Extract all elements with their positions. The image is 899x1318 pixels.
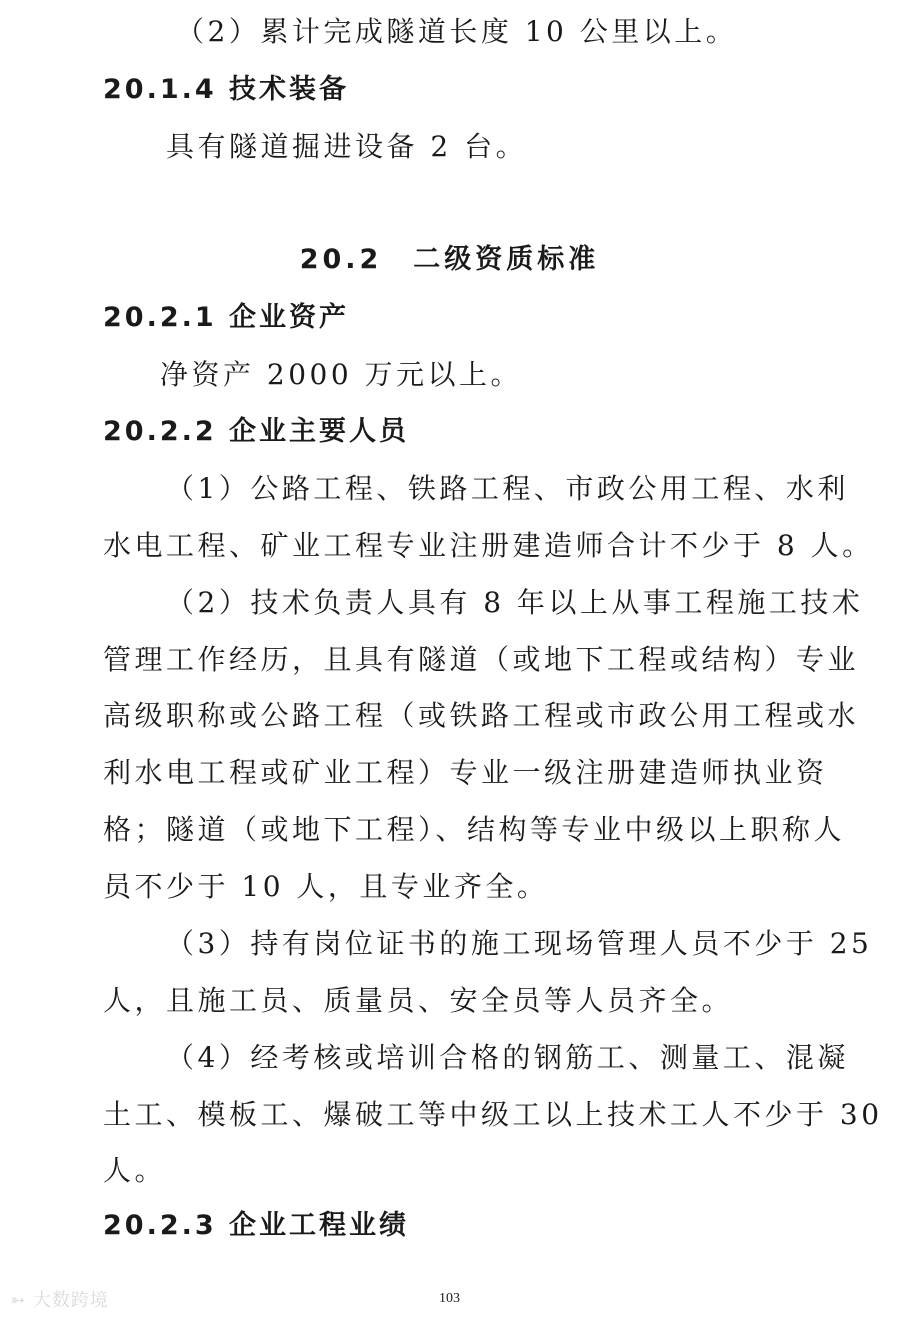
paragraph-line: （2）技术负责人具有 8 年以上从事工程施工技术 bbox=[166, 586, 864, 619]
paragraph-line: 具有隧道掘进设备 2 台。 bbox=[166, 130, 528, 163]
watermark bbox=[10, 1286, 109, 1312]
paragraph-line: 净资产 2000 万元以上。 bbox=[160, 358, 523, 391]
page-number: 103 bbox=[439, 1291, 460, 1306]
paragraph-line: 土工、模板工、爆破工等中级工以上技术工人不少于 30 bbox=[103, 1098, 883, 1131]
paragraph-line: （2）累计完成隧道长度 10 公里以上。 bbox=[176, 15, 738, 48]
section-heading-20-1-4: 20.1.4 技术装备 bbox=[103, 74, 350, 105]
section-heading-20-2-1: 20.2.1 企业资产 bbox=[103, 302, 350, 333]
section-title-20-2: 20.2 二级资质标准 bbox=[299, 244, 600, 275]
paragraph-line: 员不少于 10 人，且专业齐全。 bbox=[103, 870, 549, 903]
paragraph-line: （4）经考核或培训合格的钢筋工、测量工、混凝 bbox=[166, 1041, 849, 1074]
watermark-text: 大数跨境 bbox=[32, 1290, 109, 1311]
paragraph-line: 格；隧道（或地下工程）、结构等专业中级以上职称人 bbox=[103, 813, 846, 846]
section-heading-20-2-3: 20.2.3 企业工程业绩 bbox=[103, 1210, 410, 1241]
paragraph-line: 人。 bbox=[103, 1154, 167, 1187]
paragraph-line: 水电工程、矿业工程专业注册建造师合计不少于 8 人。 bbox=[103, 529, 874, 562]
paragraph-line: 利水电工程或矿业工程）专业一级注册建造师执业资 bbox=[103, 756, 828, 789]
watermark-logo-icon: ➳ bbox=[10, 1290, 27, 1311]
paragraph-line: 管理工作经历，且具有隧道（或地下工程或结构）专业 bbox=[103, 643, 860, 676]
section-heading-20-2-2: 20.2.2 企业主要人员 bbox=[103, 416, 410, 447]
paragraph-line: 高级职称或公路工程（或铁路工程或市政公用工程或水 bbox=[103, 699, 860, 732]
paragraph-line: 人，且施工员、质量员、安全员等人员齐全。 bbox=[103, 984, 734, 1017]
paragraph-line: （3）持有岗位证书的施工现场管理人员不少于 25 bbox=[166, 927, 873, 960]
paragraph-line: （1）公路工程、铁路工程、市政公用工程、水利 bbox=[166, 472, 849, 505]
